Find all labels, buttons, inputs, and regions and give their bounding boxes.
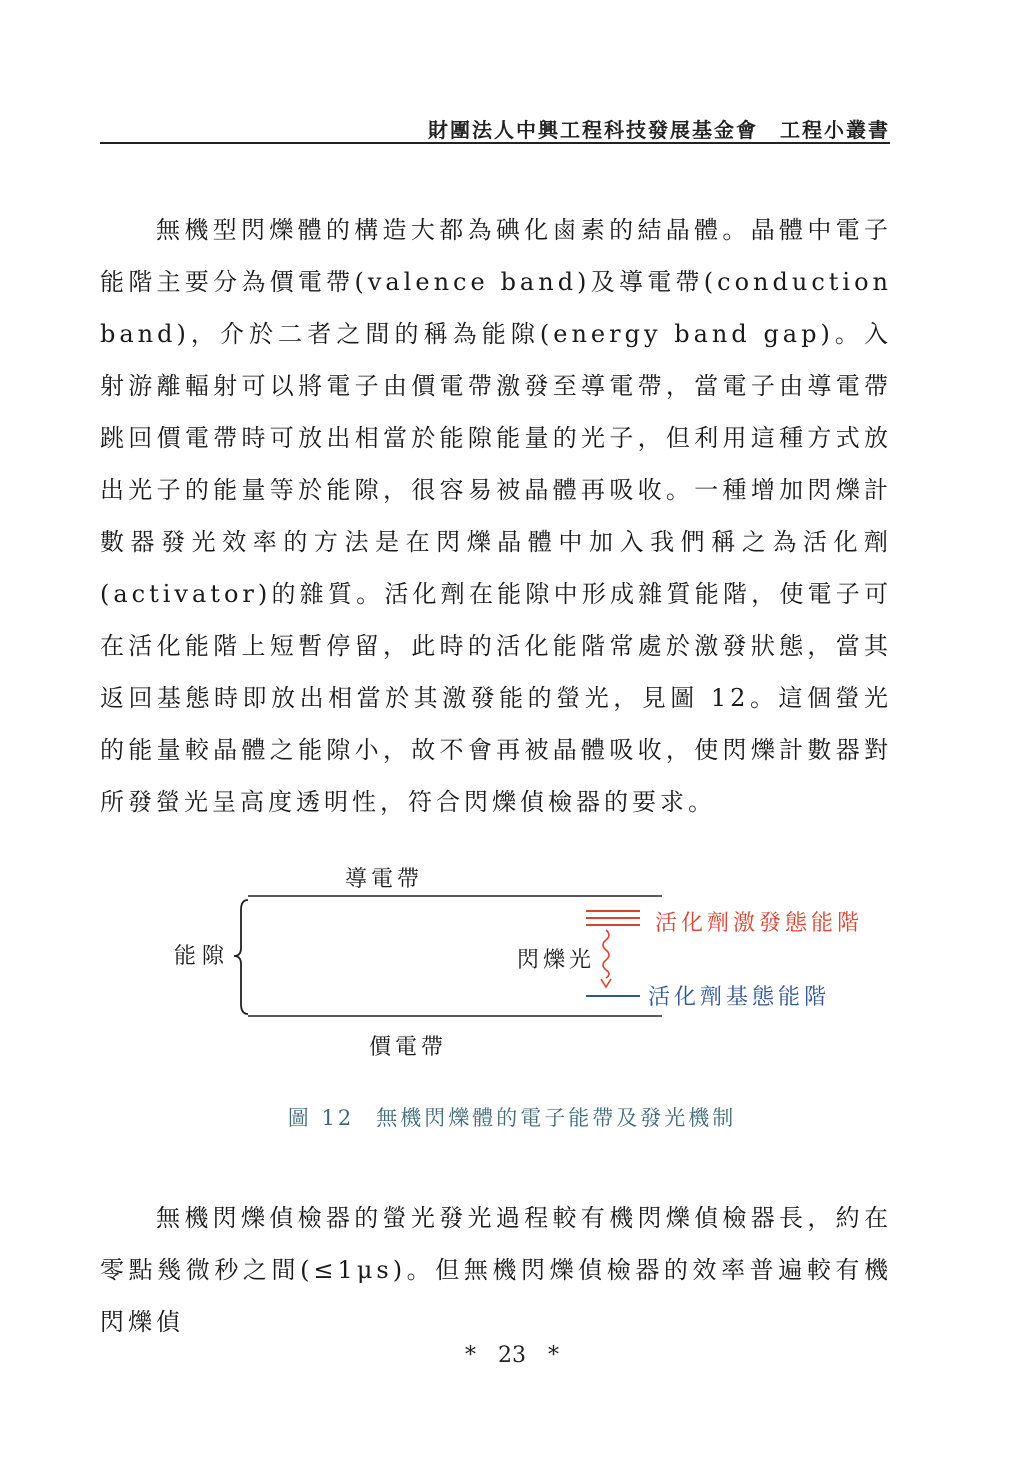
valence-band-label: 價電帶	[368, 1035, 448, 1060]
page-footer	[0, 1343, 1024, 1368]
page-header	[100, 112, 890, 144]
header-title: 財團法人中興工程科技發展基金會 工程小叢書	[428, 118, 890, 142]
footer-star-right: *	[548, 1343, 559, 1368]
paragraph-2: 無機閃爍偵檢器的螢光發光過程較有機閃爍偵檢器長，約在零點幾微秒之間(≤1μs)。但無機閃爍偵檢器的效率普遍較有機閃爍偵	[100, 1204, 892, 1336]
wavy-arrow	[603, 930, 609, 978]
scintillation-light-label: 閃爍光	[516, 948, 596, 973]
figure-caption-text: 無機閃爍體的電子能帶及發光機制	[376, 1106, 737, 1130]
page-number: 23	[498, 1343, 526, 1368]
figure-number: 圖 12	[287, 1106, 355, 1130]
footer-star-left: *	[465, 1343, 476, 1368]
band-gap-brace	[234, 900, 248, 1014]
activator-excited-label: 活化劑激發態能階	[655, 911, 864, 936]
arrow-head	[601, 979, 611, 987]
figure-caption	[0, 1102, 1024, 1132]
excited-level-lines	[586, 911, 640, 925]
activator-ground-label: 活化劑基態能階	[648, 985, 831, 1010]
band-gap-label: 能隙	[173, 944, 231, 969]
conduction-band-label: 導電帶	[344, 867, 424, 892]
paragraph-1: 無機型閃爍體的構造大都為碘化鹵素的結晶體。晶體中電子能階主要分為價電帶(valence band)及導電帶(conduction band)，介於二者之間的稱為能隙(energy band gap)。入射游離輻射可以將電子由價電帶激發至導電帶，當電子由導電帶跳回價電帶時可放出相當於能隙能量的光子，但利用這種方式放出光子的能量等於能隙，很容易被晶體再吸收。一種增加閃爍計數器發光效率的方法是在閃爍晶體中加入我們稱之為活化劑(activator)的雜質。活化劑在能隙中形成雜質能階，使電子可在活化能階上短暫停留，此時的活化能階常處於激發狀態，當其返回基態時即放出相當於其激發能的螢光，見圖 12。這個螢光的能量較晶體之能隙小，故不會再被晶體吸收，使閃爍計數器對所發螢光呈高度透明性，符合閃爍偵檢器的要求。	[100, 216, 892, 816]
